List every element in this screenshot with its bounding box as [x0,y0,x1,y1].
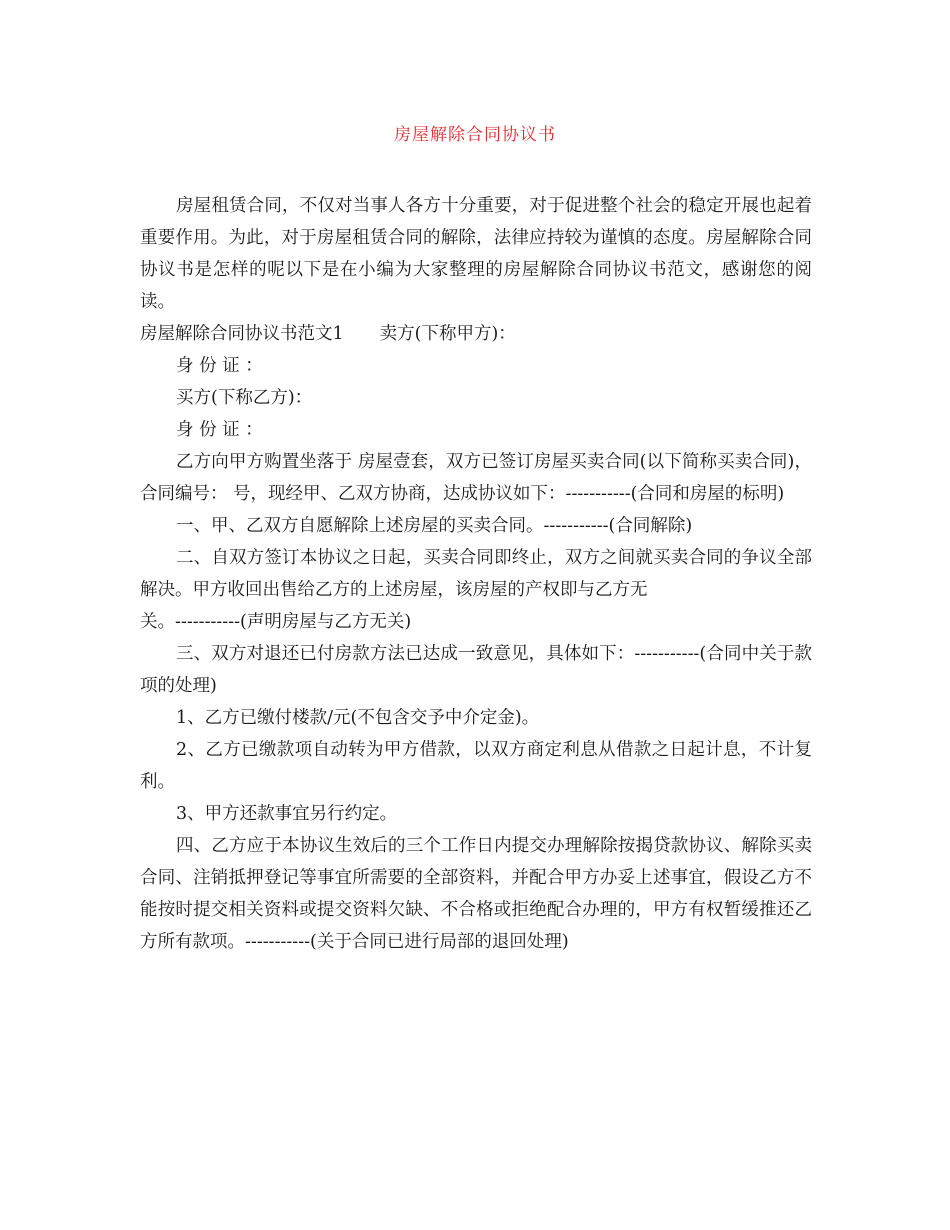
intro-paragraph: 房屋租赁合同，不仅对当事人各方十分重要，对于促进整个社会的稳定开展也起着重要作用。为此，对于房屋租赁合同的解除，法律应持较为谨慎的态度。房屋解除合同协议书是怎样的呢以下是在小编为大家整理的房屋解除合同协议书范文，感谢您的阅读。 [140,196,812,312]
sample-heading-line [140,318,812,350]
clause-3-item-1: 1、乙方已缴付楼款/元(不包含交予中介定金)。 [176,708,540,728]
clause-3: 三、双方对退还已付房款方法已达成一致意见，具体如下：-----------(合同中关于款项的处理) [140,644,812,696]
clause-4: 四、乙方应于本协议生效后的三个工作日内提交办理解除按揭贷款协议、解除买卖合同、注销抵押登记等事宜所需要的全部资料，并配合甲方办妥上述事宜，假设乙方不能按时提交相关资料或提交资料欠缺、不合格或拒绝配合办理的，甲方有权暂缓推还乙方所有款项。-----------(关于合同已进行局部的退回处理) [140,836,812,952]
document-body [140,190,812,958]
buyer-label: 买方(下称乙方)： [176,388,313,408]
purchase-paragraph: 乙方向甲方购置坐落于 房屋壹套，双方已签订房屋买卖合同(以下简称买卖合同)，合同编号： 号，现经甲、乙双方协商，达成协议如下：-----------(合同和房屋的标明) [140,452,812,504]
document-title: 房屋解除合同协议书 [394,125,556,145]
seller-id-label: 身 份 证 ： [176,356,263,376]
clause-2: 二、自双方签订本协议之日起，买卖合同即终止，双方之间就买卖合同的争议全部解决。甲方收回出售给乙方的上述房屋，该房屋的产权即与乙方无 [140,548,812,600]
clause-3-item-3: 3、甲方还款事宜另行约定。 [176,804,398,824]
clause-3-item-2: 2、乙方已缴款项自动转为甲方借款，以双方商定利息从借款之日起计息，不计复利。 [140,740,812,792]
clause-1: 一、甲、乙双方自愿解除上述房屋的买卖合同。-----------(合同解除) [176,516,693,536]
seller-label: 卖方(下称甲方)： [379,324,516,344]
clause-2-continuation: 关。-----------(声明房屋与乙方无关) [140,612,412,632]
sample-heading: 房屋解除合同协议书范文1 [140,324,344,344]
buyer-id-label: 身 份 证 ： [176,420,263,440]
